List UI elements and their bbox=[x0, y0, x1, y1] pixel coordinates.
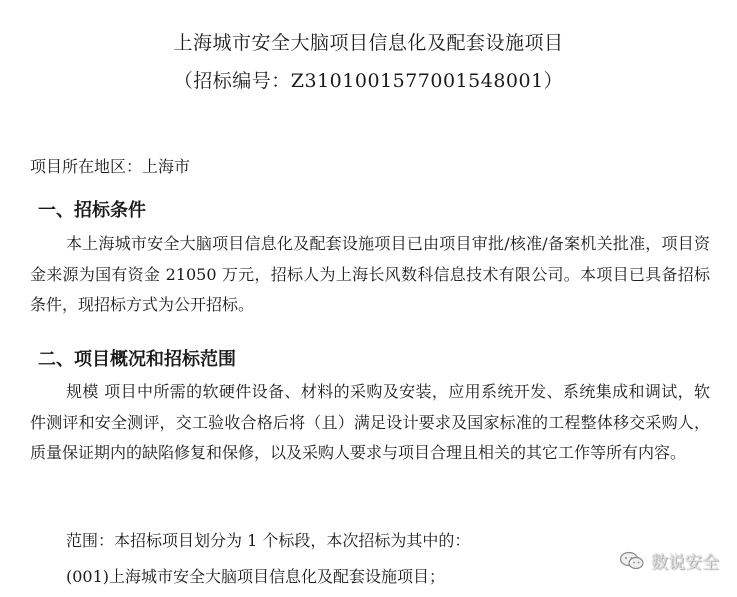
section-heading-project-overview: 二、项目概况和招标范围 bbox=[38, 349, 236, 370]
document-title: 上海城市安全大脑项目信息化及配套设施项目 bbox=[173, 32, 564, 54]
section-paragraph-bid-conditions: 本上海城市安全大脑项目信息化及配套设施项目已由项目审批/核准/备案机关批准，项目资金来源为国有资金 21050 万元，招标人为上海长风数科信息技术有限公司。本项目已具备招标条件，现招标方式为公开招标。 bbox=[30, 234, 710, 314]
lot-line: (001)上海城市安全大脑项目信息化及配套设施项目； bbox=[66, 567, 446, 586]
bid-number: （招标编号：Z3101001577001548001） bbox=[173, 70, 564, 92]
project-location: 项目所在地区：上海市 bbox=[30, 157, 191, 176]
watermark bbox=[619, 548, 719, 573]
scope-line: 范围：本招标项目划分为 1 个标段，本次招标为其中的： bbox=[66, 531, 471, 550]
wechat-icon bbox=[619, 551, 645, 571]
section-paragraph-project-overview: 规模 项目中所需的软硬件设备、材料的采购及安装，应用系统开发、系统集成和调试，软件测评和安全测评，交工验收合格后将（且）满足设计要求及国家标准的工程整体移交采购人，质量保证期内的缺陷修复和保修，以及采购人要求与项目合理且相关的其它工作等所有内容。 bbox=[30, 382, 710, 462]
watermark-text: 数说安全 bbox=[651, 553, 719, 573]
section-heading-bid-conditions: 一、招标条件 bbox=[38, 200, 146, 221]
